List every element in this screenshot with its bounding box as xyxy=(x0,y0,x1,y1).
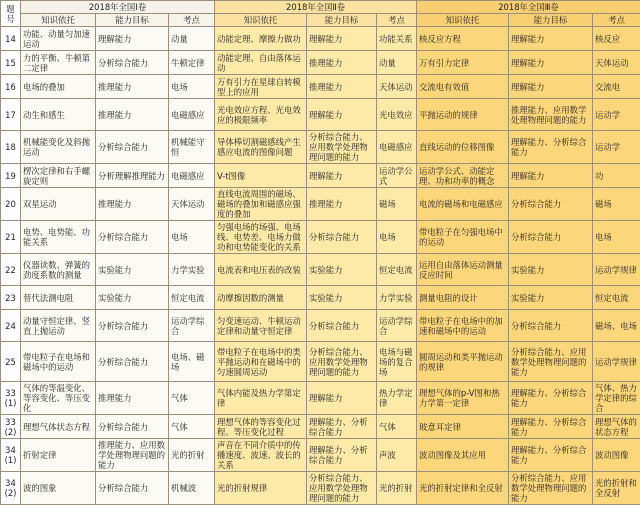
point-cell: 牛顿定律 xyxy=(169,51,215,75)
col-point: 考点 xyxy=(377,14,417,27)
exam-header-1: 2018年全国Ⅰ卷 xyxy=(21,1,215,14)
question-number: 16 xyxy=(1,75,21,99)
knowledge-cell: 动能定理、自由落体运动 xyxy=(215,51,307,75)
knowledge-cell: 圆周运动和类平抛运动的规律 xyxy=(417,342,509,382)
ability-cell: 推理能力 xyxy=(307,75,377,99)
col-knowledge: 知识依托 xyxy=(417,14,509,27)
table-row xyxy=(1,254,640,286)
knowledge-cell: 力的平衡、牛顿第二定律 xyxy=(21,51,96,75)
point-cell: 波动图像 xyxy=(593,439,640,472)
ability-cell: 分析综合能力 xyxy=(96,310,169,342)
point-cell: 声波 xyxy=(377,439,417,472)
ability-cell: 分析综合能力 xyxy=(96,51,169,75)
table-row xyxy=(1,51,640,75)
ability-cell: 分析综合能力 xyxy=(509,188,593,221)
question-number: 18 xyxy=(1,131,21,164)
ability-cell: 推理能力、应用数学处理物理问题的能力 xyxy=(96,439,169,472)
ability-cell: 实验能力 xyxy=(96,254,169,286)
ability-cell: 理解能力 xyxy=(307,27,377,51)
ability-cell: 分析综合能力、应用数学处理物理问题的能力 xyxy=(307,131,377,164)
question-number: 17 xyxy=(1,99,21,131)
ability-cell: 分析综合能力 xyxy=(96,415,169,439)
point-cell: 电场 xyxy=(169,75,215,99)
point-cell: 光的折射 xyxy=(377,472,417,505)
knowledge-cell: 测量电阻的设计 xyxy=(417,286,509,310)
col-point: 考点 xyxy=(593,14,640,27)
point-cell: 电场 xyxy=(593,221,640,254)
knowledge-cell: 带电粒子在电场和磁场中的运动 xyxy=(21,342,96,382)
question-number: 33 (1) xyxy=(1,382,21,415)
point-cell: 电场、磁场 xyxy=(169,342,215,382)
question-number: 15 xyxy=(1,51,21,75)
exam-header-3: 2018年全国Ⅲ卷 xyxy=(417,1,640,14)
knowledge-cell: 交流电有效值 xyxy=(417,75,509,99)
knowledge-cell: 理想气体的等容变化过程、等压变化过程 xyxy=(215,415,307,439)
point-cell: 运动学 xyxy=(593,99,640,131)
ability-cell: 分析理解推理能力 xyxy=(96,164,169,188)
ability-cell: 理解能力 xyxy=(307,164,377,188)
point-cell: 天体运动 xyxy=(377,75,417,99)
knowledge-cell: 万有引力定律 xyxy=(417,51,509,75)
ability-cell: 理解能力 xyxy=(96,27,169,51)
ability-cell: 分析综合能力 xyxy=(509,221,593,254)
point-cell: 气体、热力学定律的综合 xyxy=(593,382,640,415)
col-ability: 能力目标 xyxy=(307,14,377,27)
knowledge-cell: 万有引力在星球自转模型上的应用 xyxy=(215,75,307,99)
knowledge-cell: 玻意耳定律 xyxy=(417,415,509,439)
ability-cell: 理解能力、分析综合能力 xyxy=(509,415,593,439)
ability-cell: 实验能力 xyxy=(307,286,377,310)
table-row xyxy=(1,27,640,51)
knowledge-cell: 导体棒切割磁感线产生感应电流的图像问题 xyxy=(215,131,307,164)
ability-cell: 理解能力 xyxy=(307,99,377,131)
knowledge-cell: 直线运动的位移图像 xyxy=(417,131,509,164)
knowledge-cell: 匀强电场的场强、电场线、电势差、电场力做功和电势能变化的关系 xyxy=(215,221,307,254)
ability-cell: 推理能力 xyxy=(96,382,169,415)
ability-cell: 分析综合能力 xyxy=(307,310,377,342)
point-cell: 恒定电流 xyxy=(377,254,417,286)
knowledge-cell: 光电效应方程、光电效应的极限频率 xyxy=(215,99,307,131)
point-cell: 光电效应 xyxy=(377,99,417,131)
point-cell: 电磁感应 xyxy=(169,164,215,188)
ability-cell: 理解能力 xyxy=(509,75,593,99)
point-cell: 核反应 xyxy=(593,27,640,51)
ability-cell: 理解能力 xyxy=(509,51,593,75)
question-number: 20 xyxy=(1,188,21,221)
point-cell: 光的折射 xyxy=(169,439,215,472)
table-row xyxy=(1,221,640,254)
point-cell: 交流电 xyxy=(593,75,640,99)
ability-cell: 理解能力、分析综合能力 xyxy=(307,415,377,439)
question-number: 34 (2) xyxy=(1,472,21,505)
point-cell: 磁场、电场 xyxy=(593,310,640,342)
point-cell: 磁场 xyxy=(377,188,417,221)
table-body xyxy=(1,27,640,505)
knowledge-cell: 楞次定律和右手螺旋定则 xyxy=(21,164,96,188)
question-number: 34 (1) xyxy=(1,439,21,472)
knowledge-cell: 双星运动 xyxy=(21,188,96,221)
ability-cell: 理解能力 xyxy=(509,164,593,188)
knowledge-cell: 匀变速运动、牛顿运动定律和动量守恒定律 xyxy=(215,310,307,342)
col-ability: 能力目标 xyxy=(509,14,593,27)
point-cell: 动量 xyxy=(377,51,417,75)
ability-cell: 分析综合能力 xyxy=(96,221,169,254)
point-cell: 功能关系 xyxy=(377,27,417,51)
knowledge-cell: 带电粒子在电场中的加速和磁场中的运动 xyxy=(417,310,509,342)
point-cell: 电磁感应 xyxy=(377,131,417,164)
table-row xyxy=(1,99,640,131)
point-cell: 气体 xyxy=(377,415,417,439)
knowledge-cell: 带电粒子在匀强电场中的运动 xyxy=(417,221,509,254)
knowledge-cell: 核反应方程 xyxy=(417,27,509,51)
knowledge-cell: 折射定律 xyxy=(21,439,96,472)
ability-cell: 实验能力 xyxy=(509,254,593,286)
point-cell: 电磁感应 xyxy=(169,99,215,131)
question-number: 33 (2) xyxy=(1,415,21,439)
question-number: 22 xyxy=(1,254,21,286)
knowledge-cell: 直线电流周围的磁场、磁场的叠加和磁感应强度的叠加 xyxy=(215,188,307,221)
point-cell: 电场与磁场的复合场 xyxy=(377,342,417,382)
ability-cell: 理解能力 xyxy=(509,27,593,51)
ability-cell: 推理能力 xyxy=(96,99,169,131)
point-cell: 运动学规律 xyxy=(593,342,640,382)
knowledge-cell: 带电粒子在电场中的类平抛运动和在磁场中的匀速圆周运动 xyxy=(215,342,307,382)
ability-cell: 理解能力 xyxy=(307,382,377,415)
table-row xyxy=(1,164,640,188)
ability-cell: 理解能力、分析综合能力 xyxy=(509,131,593,164)
table-row xyxy=(1,131,640,164)
ability-cell: 理解能力、分析综合能力 xyxy=(509,382,593,415)
number-header: 题号 xyxy=(1,1,21,27)
question-number: 23 xyxy=(1,286,21,310)
table-row xyxy=(1,382,640,415)
knowledge-cell: 机械能变化及斜抛运动 xyxy=(21,131,96,164)
ability-cell: 推理能力、应用数学处理物理问题的能力 xyxy=(509,99,593,131)
knowledge-cell: 波动图像及其应用 xyxy=(417,439,509,472)
ability-cell: 理解能力、分析综合能力 xyxy=(509,439,593,472)
table-row xyxy=(1,342,640,382)
point-cell: 运动学公式 xyxy=(377,164,417,188)
ability-cell: 分析综合能力 xyxy=(509,310,593,342)
ability-cell: 分析综合能力、应用数学处理物理问题的能力 xyxy=(307,342,377,382)
knowledge-cell: 动能定理、摩擦力做功 xyxy=(215,27,307,51)
knowledge-cell: 电流的磁场和电磁感应 xyxy=(417,188,509,221)
table-row xyxy=(1,439,640,472)
knowledge-cell: V-t图像 xyxy=(215,164,307,188)
point-cell: 天体运动 xyxy=(593,51,640,75)
point-cell: 运动学综合 xyxy=(377,310,417,342)
knowledge-cell: 功能、动量匀加速运动 xyxy=(21,27,96,51)
knowledge-cell: 气体的等温变化、等容变化、等压变化 xyxy=(21,382,96,415)
knowledge-cell: 运动学公式、动能定理、功和功率的概念 xyxy=(417,164,509,188)
point-cell: 运动学 xyxy=(593,131,640,164)
knowledge-cell: 理想气体的p-V图和热力学第一定律 xyxy=(417,382,509,415)
ability-cell: 分析综合能力、应用数学处理物理问题的能力 xyxy=(509,472,593,505)
knowledge-cell: 替代法测电阻 xyxy=(21,286,96,310)
ability-cell: 实验能力 xyxy=(307,254,377,286)
point-cell: 电场 xyxy=(377,221,417,254)
ability-cell: 分析综合能力 xyxy=(96,342,169,382)
knowledge-cell: 电势、电势能、功能关系 xyxy=(21,221,96,254)
knowledge-cell: 光的折射规律 xyxy=(215,472,307,505)
table-row xyxy=(1,310,640,342)
knowledge-cell: 电流表和电压表的改装 xyxy=(215,254,307,286)
knowledge-cell: 动生和感生 xyxy=(21,99,96,131)
point-cell: 运动学规律 xyxy=(593,254,640,286)
point-cell: 机械波 xyxy=(169,472,215,505)
point-cell: 天体运动 xyxy=(169,188,215,221)
exam-header-2: 2018年全国Ⅱ卷 xyxy=(215,1,417,14)
col-point: 考点 xyxy=(169,14,215,27)
question-number: 19 xyxy=(1,164,21,188)
point-cell: 气体 xyxy=(169,382,215,415)
point-cell: 光的折射和全反射 xyxy=(593,472,640,505)
ability-cell: 分析综合能力 xyxy=(96,131,169,164)
knowledge-cell: 气体内能及热力学第定律 xyxy=(215,382,307,415)
col-ability: 能力目标 xyxy=(96,14,169,27)
ability-cell: 推理能力 xyxy=(96,188,169,221)
point-cell: 力学实验 xyxy=(377,286,417,310)
ability-cell: 分析综合能力、应用数学处理物理问题的能力 xyxy=(307,472,377,505)
point-cell: 磁场 xyxy=(593,188,640,221)
point-cell: 热力学定律 xyxy=(377,382,417,415)
table-row xyxy=(1,415,640,439)
ability-cell: 推理能力 xyxy=(307,188,377,221)
point-cell: 力学实验 xyxy=(169,254,215,286)
knowledge-cell: 仪器读数、弹簧的劲度系数的测量 xyxy=(21,254,96,286)
point-cell: 功 xyxy=(593,164,640,188)
point-cell: 恒定电流 xyxy=(169,286,215,310)
point-cell: 电场 xyxy=(169,221,215,254)
table-row xyxy=(1,75,640,99)
ability-cell: 分析综合能力 xyxy=(96,472,169,505)
knowledge-cell: 声音在不同介质中的传播速度、波速、波长的关系 xyxy=(215,439,307,472)
ability-cell: 分析综合能力、应用数学处理物理问题的能力 xyxy=(509,342,593,382)
knowledge-cell: 运用自由落体运动测量反应时间 xyxy=(417,254,509,286)
question-number: 25 xyxy=(1,342,21,382)
point-cell: 运动学综合 xyxy=(169,310,215,342)
knowledge-cell: 动摩擦因数的测量 xyxy=(215,286,307,310)
point-cell: 气体 xyxy=(169,415,215,439)
col-knowledge: 知识依托 xyxy=(215,14,307,27)
point-cell: 动量 xyxy=(169,27,215,51)
ability-cell: 分析综合能力 xyxy=(307,221,377,254)
ability-cell: 推理能力 xyxy=(307,51,377,75)
point-cell: 恒定电流 xyxy=(593,286,640,310)
knowledge-cell: 理想气体状态方程 xyxy=(21,415,96,439)
point-cell: 机械能守恒 xyxy=(169,131,215,164)
knowledge-cell: 动量守恒定律、竖直上抛运动 xyxy=(21,310,96,342)
question-number: 24 xyxy=(1,310,21,342)
table-row xyxy=(1,188,640,221)
point-cell: 理想气体的状态方程 xyxy=(593,415,640,439)
table-row xyxy=(1,472,640,505)
col-knowledge: 知识依托 xyxy=(21,14,96,27)
knowledge-cell: 平抛运动的规律 xyxy=(417,99,509,131)
ability-cell: 实验能力 xyxy=(509,286,593,310)
ability-cell: 理解能力、分析综合能力 xyxy=(307,439,377,472)
table-row xyxy=(1,286,640,310)
ability-cell: 实验能力 xyxy=(96,286,169,310)
question-number: 14 xyxy=(1,27,21,51)
knowledge-cell: 波的图象 xyxy=(21,472,96,505)
question-number: 21 xyxy=(1,221,21,254)
ability-cell: 推理能力 xyxy=(96,75,169,99)
knowledge-cell: 电场的叠加 xyxy=(21,75,96,99)
knowledge-cell: 光的折射定律和全反射 xyxy=(417,472,509,505)
